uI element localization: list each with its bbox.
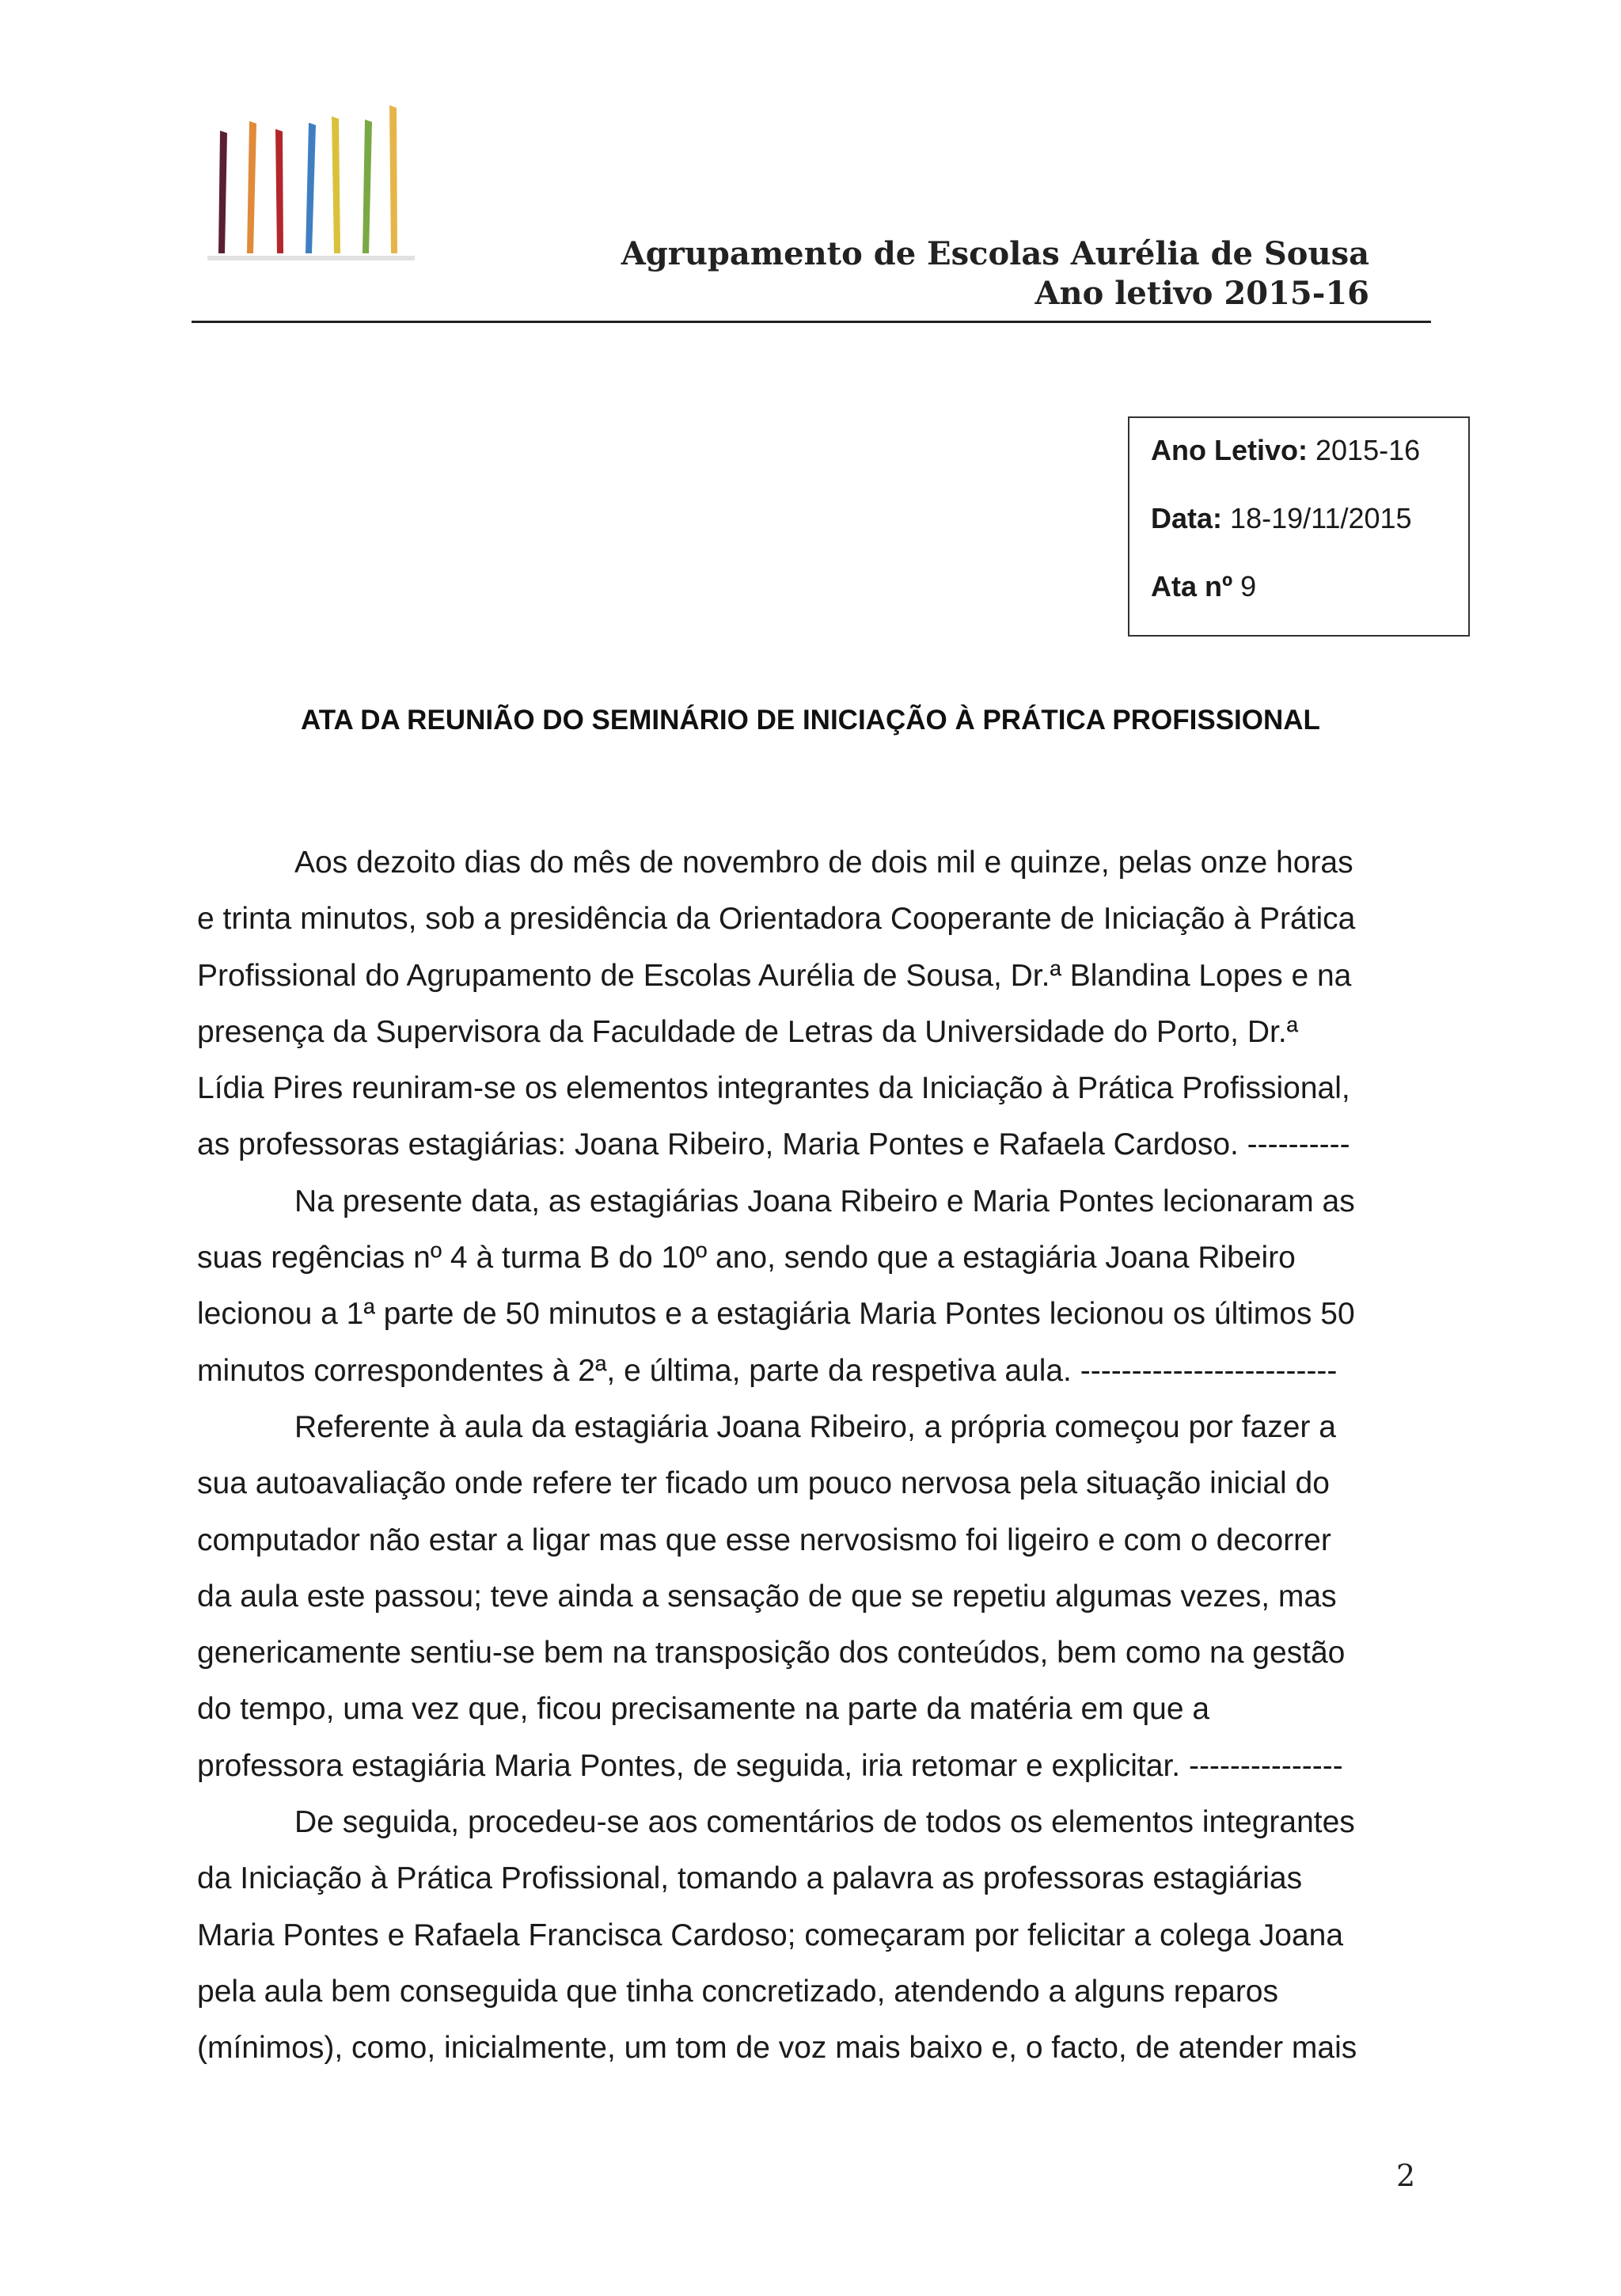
header-divider: [192, 321, 1431, 323]
logo-bar: [306, 123, 316, 253]
info-data: [1151, 496, 1468, 564]
info-ano-letivo: [1151, 428, 1468, 496]
data-value: 18-19/11/2015: [1230, 502, 1412, 534]
logo-bar: [218, 131, 227, 253]
logo-bar: [247, 121, 256, 253]
logo-bar: [275, 129, 283, 253]
logo-bar: [389, 105, 397, 253]
info-ata: [1151, 564, 1468, 632]
page-number: 2: [1396, 2158, 1416, 2193]
page-header: [621, 234, 1369, 314]
meeting-info-box: [1128, 416, 1470, 637]
document-title: ATA DA REUNIÃO DO SEMINÁRIO DE INICIAÇÃO À PRÁTICA PROFISSIONAL: [301, 705, 1320, 736]
school-year: Ano letivo 2015-16: [1034, 275, 1369, 312]
logo-bar: [332, 116, 340, 253]
school-logo: [207, 99, 415, 272]
logo-caption-line: [207, 256, 415, 260]
logo-bar: [363, 120, 372, 253]
school-name: Agrupamento de Escolas Aurélia de Sousa: [621, 235, 1369, 272]
paragraph-1: Aos dezoito dias do mês de novembro de dois mil e quinze, pelas onze horas e trinta minutos, sob a presidência da Orientadora Cooperante de Iniciação à Prática Profissional do Agrupamento de Escolas Aurélia de Sousa, Dr.ª Blandina Lopes e na presença da Supervisora da Faculdade de Letras da Universidade do Porto, Dr.ª Lídia Pires reuniram-se os elementos integrantes da Iniciação à Prática Profissional, as professoras estagiárias: Joana Ribeiro, Maria Pontes e Rafaela Cardoso. ----------: [197, 846, 1356, 1162]
paragraph-4: De seguida, procedeu-se aos comentários de todos os elementos integrantes da Iniciação à Prática Profissional, tomando a palavra as professoras estagiárias Maria Pontes e Rafaela Francisca Cardoso; começaram por felicitar a colega Joana pela aula bem conseguida que tinha concretizado, atendendo a alguns reparos (mínimos), como, inicialmente, um tom de voz mais baixo e, o facto, de atender mais: [197, 1805, 1357, 2066]
ano-letivo-value: 2015-16: [1315, 434, 1421, 466]
ano-letivo-label: Ano Letivo:: [1151, 434, 1308, 466]
paragraph-3: Referente à aula da estagiária Joana Ribeiro, a própria começou por fazer a sua autoavaliação onde refere ter ficado um pouco nervosa pela situação inicial do computador não estar a ligar mas que esse nervosismo foi ligeiro e com o decorrer da aula este passou; teve ainda a sensação de que se repetiu algumas vezes, mas genericamente sentiu-se bem na transposição dos conteúdos, bem como na gestão do tempo, uma vez que, ficou precisamente na parte da matéria em que a professora estagiária Maria Pontes, de seguida, iria retomar e explicitar. ---------------: [197, 1409, 1346, 1783]
document-body: [197, 834, 1424, 2077]
ata-value: 9: [1240, 570, 1257, 603]
ata-label: Ata nº: [1151, 570, 1233, 603]
paragraph-2: Na presente data, as estagiárias Joana Ribeiro e Maria Pontes lecionaram as suas regências nº 4 à turma B do 10º ano, sendo que a estagiária Joana Ribeiro lecionou a 1ª parte de 50 minutos e a estagiária Maria Pontes lecionou os últimos 50 minutos correspondentes à 2ª, e última, parte da respetiva aula. -------------------------: [197, 1184, 1355, 1388]
data-label: Data:: [1151, 502, 1223, 534]
